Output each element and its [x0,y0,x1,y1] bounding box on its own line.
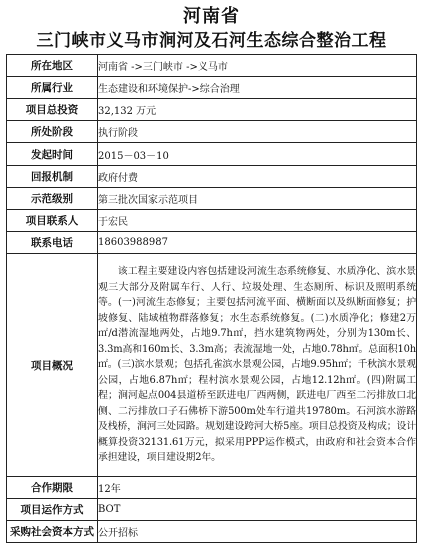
return-mechanism-value: 政府付费 [98,166,417,188]
row-industry [7,77,417,99]
industry-label: 所属行业 [7,77,98,99]
contact-phone-label: 联系电话 [7,232,98,254]
row-cooperation-period [7,477,417,499]
region-value: 河南省 ->三门峡市 ->义马市 [98,55,417,77]
overview-label: 项目概况 [7,254,98,477]
row-operation-mode [7,499,417,521]
overview-text: 该工程主要建设内容包括建设河流生态系统修复、水质净化、滨水景观三大部分及附属车行、人行、垃圾处理、生态厕所、标识及照明系统等。(一)河流生态修复；主要包括河流平面、横断面以及纵断面修复；护坡修复、陆域植物群落修复；水生态系统修复。(二)水质净化；修建2万㎡/d潜流湿地两处，占地9.7h㎡，挡水建筑物两处，分别为130m长、3.3m高和160m长、3.3m高；表流湿地一处，占地0.78h㎡。总面积10h㎡。(三)滨水景观；包括孔雀滨水景观公园，占地9.95h㎡；千秋滨水景观公园，占地6.87h㎡；程村滨水景观公园，占地12.12h㎡。(四)附属工程；涧河起点004县道桥至跃进电厂西两侧，跃进电厂西至二污排放口北侧、二污排放口子石佛桥下游500m处车行道共19780m。石河滨水游路及栈桥，涧河三处园路。规划建设跨河大桥5座。项目总投资及构成；设计概算投资32131.61万元，拟采用PPP运作模式，由政府和社会资本合作承担建设，项目建设期2年。 [98,254,417,477]
contact-person-label: 项目联系人 [7,210,98,232]
row-stage [7,121,417,143]
province-title: 河南省 [183,6,240,27]
row-procurement-method [7,521,417,543]
start-date-value: 2015－03－10 [98,143,417,166]
procurement-method-value: 公开招标 [98,521,417,543]
stage-value: 执行阶段 [98,121,417,143]
row-contact-person [7,210,417,232]
contact-phone-value: 18603988987 [98,232,417,254]
operation-mode-label: 项目运作方式 [7,499,98,521]
demo-level-value: 第三批次国家示范项目 [98,188,417,210]
total-investment-label: 项目总投资 [7,99,98,121]
return-mechanism-label: 回报机制 [7,166,98,188]
project-info-table [6,54,417,543]
title-block [6,5,417,53]
row-return-mechanism [7,166,417,188]
total-investment-value: 32,132 万元 [98,99,417,121]
region-label: 所在地区 [7,55,98,77]
procurement-method-label: 采购社会资本方式 [7,521,98,543]
project-title: 三门峡市义马市涧河及石河生态综合整治工程 [36,31,387,51]
row-total-investment [7,99,417,121]
row-demo-level [7,188,417,210]
stage-label: 所处阶段 [7,121,98,143]
industry-value: 生态建设和环境保护->综合治理 [98,77,417,99]
cooperation-period-value: 12年 [98,477,417,499]
start-date-label: 发起时间 [7,143,98,166]
contact-person-value: 于宏民 [98,210,417,232]
cooperation-period-label: 合作期限 [7,477,98,499]
row-overview [7,254,417,477]
operation-mode-value: BOT [98,499,417,521]
demo-level-label: 示范级别 [7,188,98,210]
row-start-date [7,143,417,166]
row-region [7,55,417,77]
row-contact-phone [7,232,417,254]
